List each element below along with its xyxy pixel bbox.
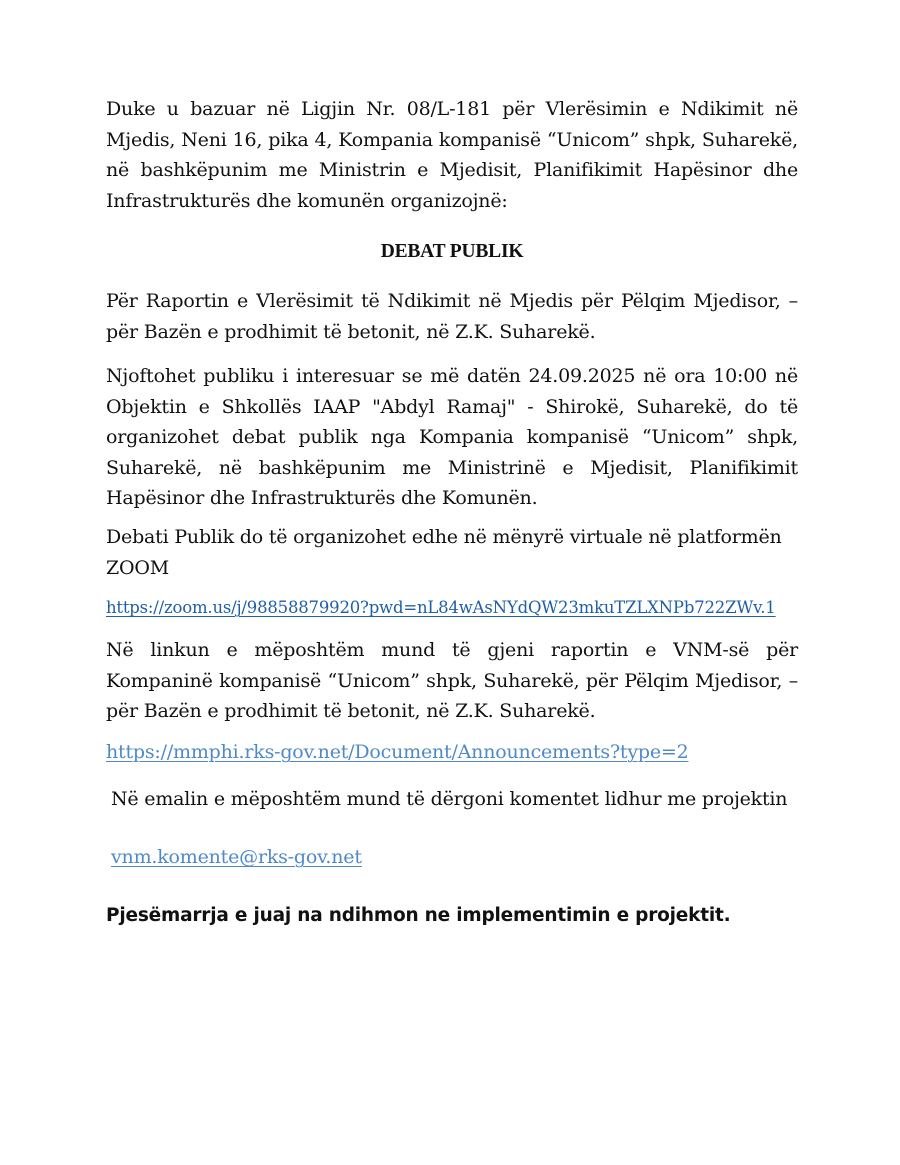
virtual-info-paragraph: Debati Publik do të organizohet edhe në mënyrë virtuale në platformën ZOOM (106, 526, 782, 579)
zoom-link[interactable]: https://zoom.us/j/98858879920?pwd=nL84wAsNYdQW23mkuTZLXNPb722ZWv.1 (106, 598, 776, 617)
email-info-paragraph: Në emalin e mëposhtëm mund të dërgoni komentet lidhur me projektin (111, 788, 788, 810)
notice-paragraph: Njoftohet publiku i interesuar se më datën 24.09.2025 në ora 10:00 në Objektin e Shkollës IAAP "Abdyl Ramaj" - Shirokë, Suharekë, do të organizohet debat publik nga Kompania kompanisë “Unicom” shpk, Suharekë, në bashkëpunim me Ministrinë e Mjedisit, Planifikimit Hapësinor dhe Infrastrukturës dhe Komunën. (106, 365, 798, 509)
subject-paragraph: Për Raportin e Vlerësimit të Ndikimit në Mjedis për Pëlqim Mjedisor, – për Bazën e prodhimit të betonit, në Z.K. Suharekë. (106, 290, 798, 343)
document-title: DEBAT PUBLIK (380, 241, 524, 262)
report-link[interactable]: https://mmphi.rks-gov.net/Document/Announcements?type=2 (106, 741, 689, 763)
closing-statement: Pjesëmarrja e juaj na ndihmon ne implementimin e projektit. (106, 905, 731, 926)
email-link[interactable]: vnm.komente@rks-gov.net (111, 846, 362, 868)
report-info-paragraph: Në linkun e mëposhtëm mund të gjeni raportin e VNM-së për Kompaninë kompanisë “Unicom” shpk, Suharekë, për Pëlqim Mjedisor, – për Bazën e prodhimit të betonit, në Z.K. Suharekë. (106, 639, 798, 722)
intro-paragraph: Duke u bazuar në Ligjin Nr. 08/L-181 për Vlerësimin e Ndikimit në Mjedis, Neni 16, pika 4, Kompania kompanisë “Unicom” shpk, Suharekë, në bashkëpunim me Ministrin e Mjedisit, Planifikimit Hapësinor dhe Infrastrukturës dhe komunën organizojnë: (106, 98, 798, 212)
